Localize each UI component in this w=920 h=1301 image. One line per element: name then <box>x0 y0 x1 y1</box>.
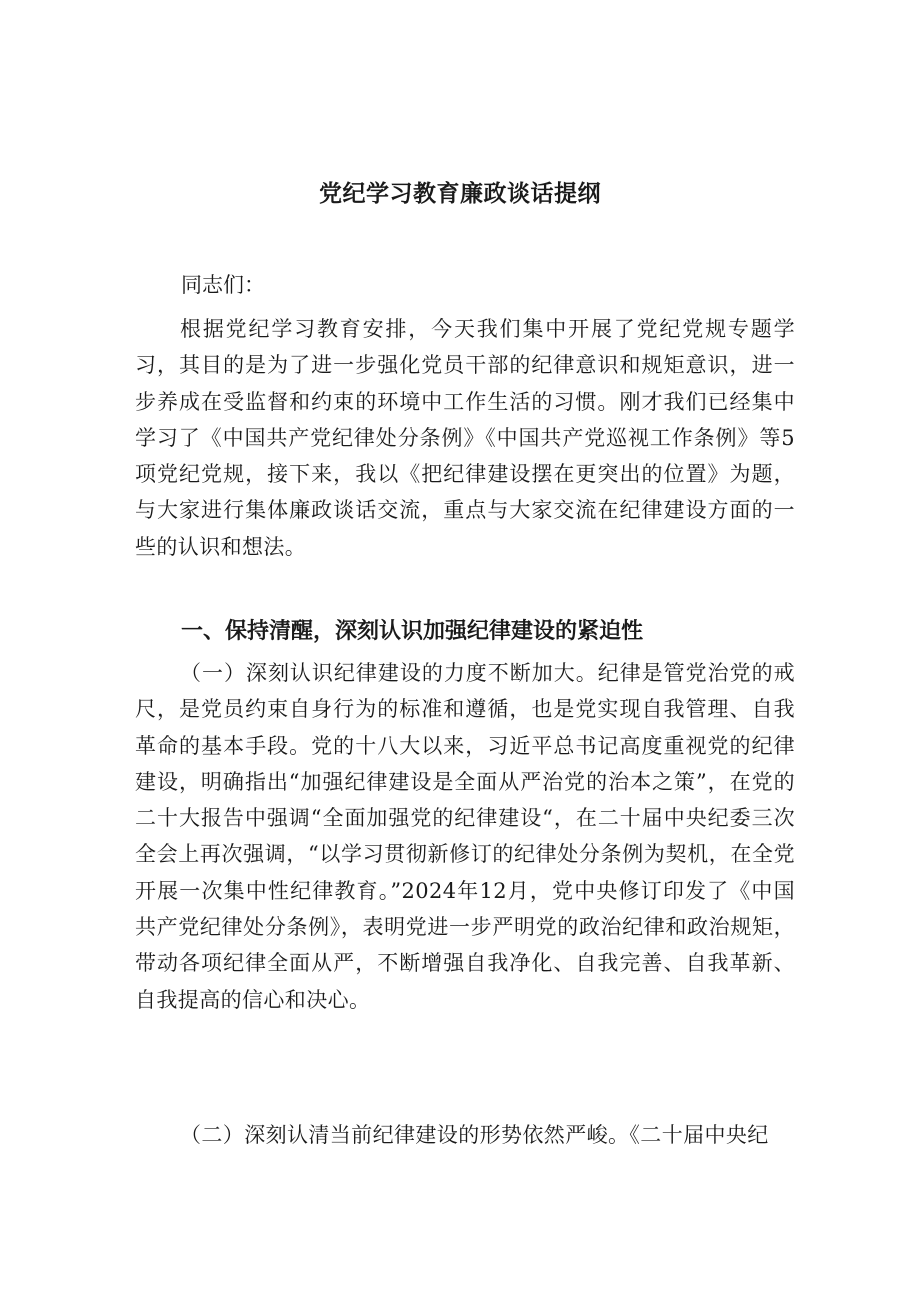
section-heading-1: 一、保持清醒，深刻认识加强纪律建设的紧迫性 <box>181 619 644 644</box>
salutation: 同志们： <box>181 273 265 297</box>
document-title: 党纪学习教育廉政谈话提纲 <box>319 181 601 207</box>
subsection-paragraph-1: （一）深刻认识纪律建设的力度不断加大。纪律是管党治党的戒尺，是党员约束自身行为的标准和遵循，也是党实现自我管理、自我革命的基本手段。党的十八大以来，习近平总书记高度重视党的纪律建设，明确指出“加强纪律建设是全面从严治党的治本之策”，在党的二十大报告中强调“全面加强党的纪律建设“，在二十届中央纪委三次全会上再次强调，“以学习贯彻新修订的纪律处分条例为契机，在全党开展一次集中性纪律教育。”2024年12月，党中央修订印发了《中国共产党纪律处分条例》，表明党进一步严明党的政治纪律和政治规矩，带动各项纪律全面从严，不断增强自我净化、自我完善、自我革新、自我提高的信心和决心。 <box>135 661 795 1012</box>
intro-paragraph: 根据党纪学习教育安排，今天我们集中开展了党纪党规专题学习，其目的是为了进一步强化党员干部的纪律意识和规矩意识，进一步养成在受监督和约束的环境中工作生活的习惯。刚才我们已经集中学习了《中国共产党纪律处分条例》《中国共产党巡视工作条例》等5项党纪党规，接下来，我以《把纪律建设摆在更突出的位置》为题，与大家进行集体廉政谈话交流，重点与大家交流在纪律建设方面的一些的认识和想法。 <box>135 317 795 559</box>
subsection-paragraph-2: （二）深刻认清当前纪律建设的形势依然严峻。《二十届中央纪 <box>180 1123 769 1147</box>
